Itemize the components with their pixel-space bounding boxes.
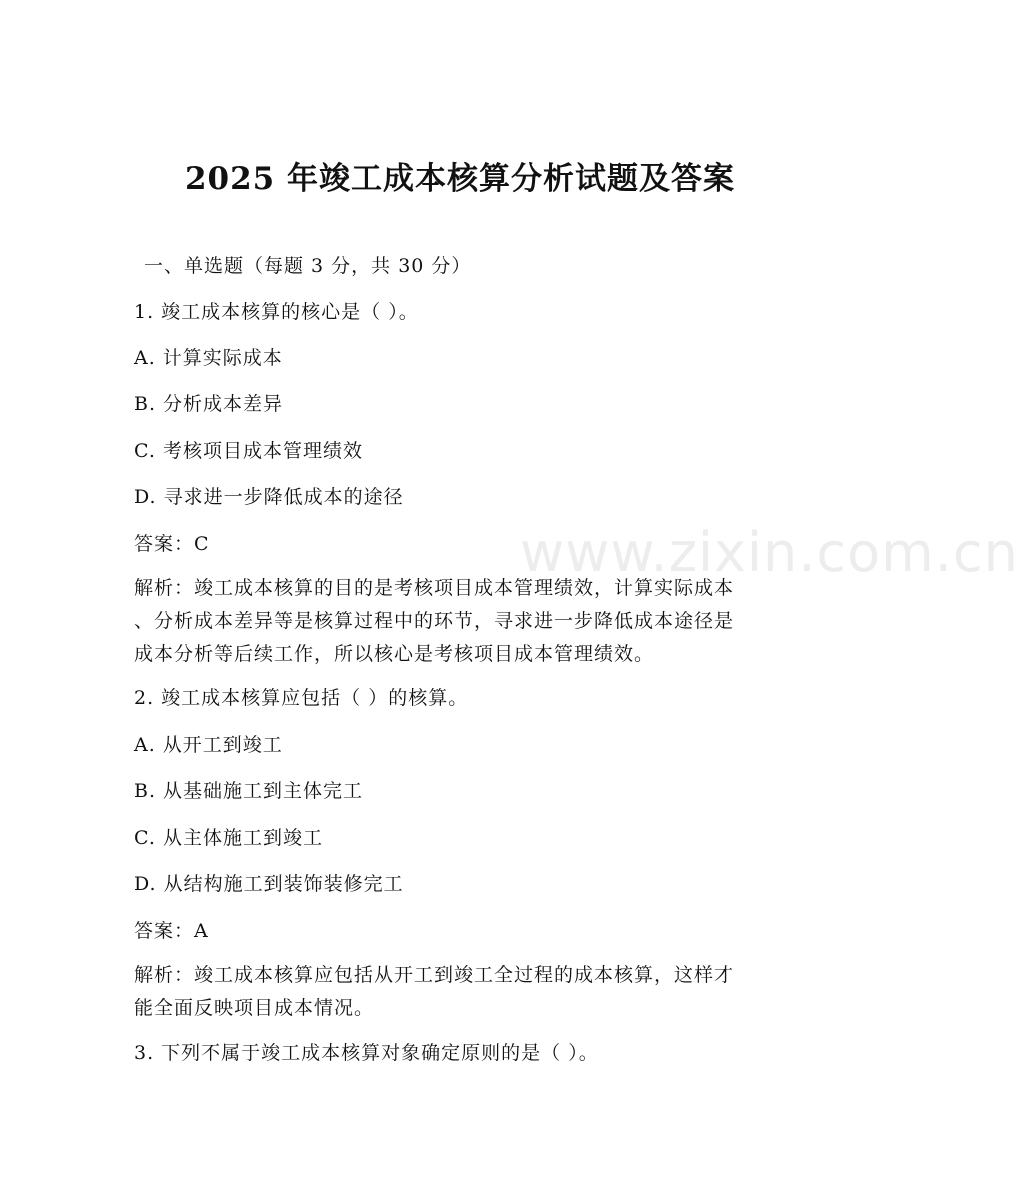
- question-1-option-a: A. 计算实际成本: [134, 347, 283, 369]
- analysis-line: 能全面反映项目成本情况。: [134, 997, 375, 1019]
- question-1-answer: 答案：C: [134, 533, 210, 555]
- document-title: 2025 年竣工成本核算分析试题及答案: [184, 161, 736, 197]
- question-1-option-b: B. 分析成本差异: [134, 393, 284, 415]
- question-2-option-a: A. 从开工到竣工: [134, 734, 283, 756]
- analysis-line: 解析：竣工成本核算的目的是考核项目成本管理绩效，计算实际成本: [134, 577, 735, 599]
- analysis-line: 、分析成本差异等是核算过程中的环节，寻求进一步降低成本途径是: [134, 610, 735, 632]
- section-heading: 一、单选题（每题 3 分，共 30 分）: [144, 255, 472, 277]
- question-1-option-c: C. 考核项目成本管理绩效: [134, 440, 363, 462]
- analysis-line: 解析：竣工成本核算应包括从开工到竣工全过程的成本核算，这样才: [134, 964, 735, 986]
- question-2-option-d: D. 从结构施工到装饰装修完工: [134, 873, 404, 895]
- question-2-analysis: [134, 959, 774, 1025]
- question-2-stem: 2. 竣工成本核算应包括（ ）的核算。: [134, 687, 469, 709]
- question-2-answer: 答案：A: [134, 920, 209, 942]
- watermark: www.zixin.com.cn: [520, 521, 1019, 584]
- question-2-option-b: B. 从基础施工到主体完工: [134, 780, 364, 802]
- question-3-stem: 3. 下列不属于竣工成本核算对象确定原则的是（ ）。: [134, 1042, 599, 1064]
- question-1-analysis: [134, 572, 774, 671]
- question-1-option-d: D. 寻求进一步降低成本的途径: [134, 486, 404, 508]
- question-1-stem: 1. 竣工成本核算的核心是（ ）。: [134, 301, 419, 323]
- analysis-line: 成本分析等后续工作，所以核心是考核项目成本管理绩效。: [134, 643, 655, 665]
- question-2-option-c: C. 从主体施工到竣工: [134, 827, 323, 849]
